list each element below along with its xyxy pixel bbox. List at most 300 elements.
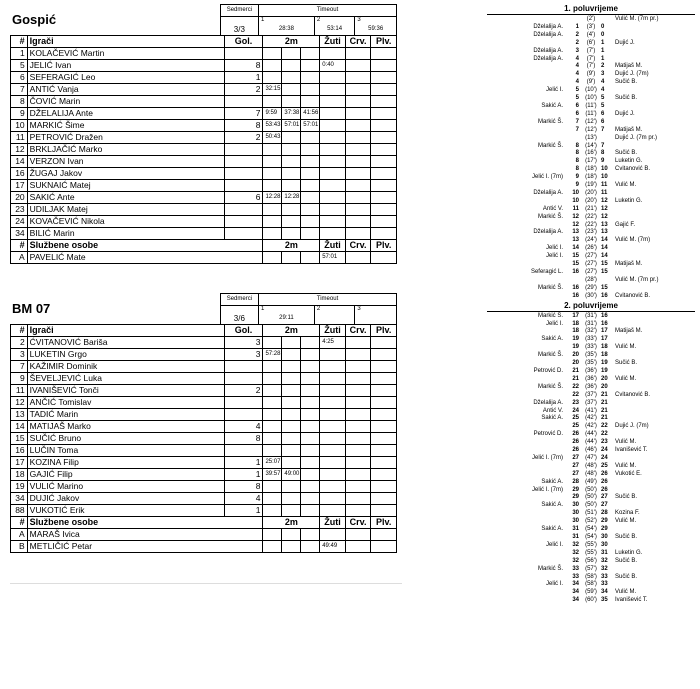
red-card	[345, 216, 371, 228]
yellow-card	[320, 120, 346, 132]
player-row	[11, 409, 397, 421]
log-event	[487, 94, 695, 102]
away-score: 29	[601, 518, 608, 525]
home-score: 20	[572, 360, 579, 367]
col-number-header: #	[11, 325, 28, 337]
log-event	[487, 39, 695, 47]
log-event	[487, 375, 695, 383]
player-number: 6	[11, 72, 28, 84]
player-goals: 6	[224, 192, 263, 204]
player-number: 1	[11, 48, 28, 60]
yellow-card	[320, 72, 346, 84]
player-number: 7	[11, 361, 28, 373]
col-blue-header: Plv.	[371, 325, 397, 337]
suspension-2	[282, 48, 301, 60]
away-scorer: Sučić B.	[615, 534, 638, 540]
event-minute: (27')	[585, 253, 597, 260]
team-header	[10, 293, 397, 325]
red-card	[345, 493, 371, 505]
event-minute: (48')	[585, 470, 597, 477]
away-score: 11	[601, 182, 608, 189]
player-row	[11, 132, 397, 144]
player-name: SUČIĆ Bruno	[27, 433, 224, 445]
player-row	[11, 385, 397, 397]
away-score: 19	[601, 360, 608, 367]
player-number: 13	[11, 409, 28, 421]
log-event	[487, 181, 695, 189]
official-row	[11, 529, 397, 541]
suspension-2	[282, 180, 301, 192]
away-score: 29	[601, 526, 608, 533]
col-blue-header: Plv.	[371, 240, 397, 252]
suspension-2	[282, 361, 301, 373]
blue-card	[371, 361, 397, 373]
blue-card	[371, 445, 397, 457]
suspension-2	[282, 373, 301, 385]
suspension-1	[263, 493, 282, 505]
player-goals: 1	[224, 469, 263, 481]
home-score: 12	[572, 221, 579, 228]
yellow-card	[320, 361, 346, 373]
red-card	[345, 337, 371, 349]
home-score: 32	[572, 549, 579, 556]
home-score: 32	[572, 557, 579, 564]
away-scorer: Dujić J.	[615, 39, 635, 46]
home-score: 15	[572, 253, 579, 260]
blue-card	[371, 132, 397, 144]
player-row	[11, 144, 397, 156]
player-goals: 1	[224, 505, 263, 517]
player-goals	[224, 445, 263, 457]
event-minute: (18')	[585, 166, 597, 173]
away-scorer: Vukotić E.	[615, 470, 642, 477]
away-score: 0	[601, 31, 605, 38]
suspension-1	[263, 252, 282, 264]
red-card	[345, 48, 371, 60]
home-score: 19	[572, 344, 579, 351]
yellow-card	[320, 349, 346, 361]
yellow-card	[320, 204, 346, 216]
event-minute: (16')	[585, 150, 597, 157]
col-goals-header: Gol.	[224, 325, 263, 337]
player-goals	[224, 48, 263, 60]
player-number: 18	[11, 469, 28, 481]
away-score: 13	[601, 221, 608, 228]
suspension-2: 37:38	[282, 108, 301, 120]
away-score: 16	[601, 320, 608, 327]
home-score: 14	[572, 245, 579, 252]
player-name: DŽELALIJA Ante	[27, 108, 224, 120]
suspension-3	[301, 168, 320, 180]
home-scorer: Sakić A.	[541, 526, 563, 533]
sedmerci-value: 3/3	[220, 17, 258, 36]
away-score: 15	[601, 261, 608, 268]
log-event	[487, 438, 695, 446]
event-minute: (58')	[585, 573, 597, 580]
home-score: 30	[572, 518, 579, 525]
log-event	[487, 268, 695, 276]
log-event	[487, 157, 695, 165]
away-score: 12	[601, 205, 608, 212]
home-scorer: Jelić I.	[545, 320, 563, 327]
player-number: 8	[11, 96, 28, 108]
away-score: 8	[601, 150, 605, 157]
log-event	[487, 213, 695, 221]
yellow-card	[320, 108, 346, 120]
red-card	[345, 96, 371, 108]
home-score: 30	[572, 502, 579, 509]
blue-card	[371, 409, 397, 421]
away-scorer: Vulić M.	[615, 589, 637, 596]
blue-card	[371, 72, 397, 84]
suspension-3	[301, 156, 320, 168]
log-event	[487, 142, 695, 150]
col-2m-header: 2m	[263, 517, 320, 529]
red-card	[345, 373, 371, 385]
event-minute: (21')	[585, 205, 597, 212]
log-event	[487, 102, 695, 110]
player-name: VUKOTIĆ Erik	[27, 505, 224, 517]
yellow-card: 0:40	[320, 60, 346, 72]
suspension-3	[301, 541, 320, 553]
player-name: BRKLJAČIĆ Marko	[27, 144, 224, 156]
home-scorer: Markić Š.	[537, 383, 563, 390]
col-number-header: #	[11, 240, 28, 252]
player-number: 20	[11, 192, 28, 204]
player-goals: 1	[224, 72, 263, 84]
away-score: 30	[601, 534, 608, 540]
away-score: 17	[601, 336, 608, 343]
player-goals	[224, 373, 263, 385]
away-score: 18	[601, 344, 608, 351]
home-score: 13	[572, 229, 579, 236]
suspension-1	[263, 48, 282, 60]
suspension-1	[263, 96, 282, 108]
blue-card	[371, 481, 397, 493]
suspension-1	[263, 216, 282, 228]
home-scorer: Jelić I. (7m)	[531, 454, 563, 461]
blue-card	[371, 156, 397, 168]
away-score: 16	[601, 292, 608, 299]
home-scorer: Dželalija A.	[533, 23, 563, 30]
home-score: 33	[572, 565, 579, 572]
blue-card	[371, 505, 397, 517]
player-number: 14	[11, 156, 28, 168]
player-number: 11	[11, 385, 28, 397]
suspension-2	[282, 156, 301, 168]
home-scorer: Markić Š.	[537, 118, 563, 125]
log-event	[487, 126, 695, 134]
player-row	[11, 505, 397, 517]
log-event	[487, 189, 695, 197]
player-name: ŽUGAJ Jakov	[27, 168, 224, 180]
blue-card	[371, 120, 397, 132]
suspension-1	[263, 72, 282, 84]
timeout-slot	[355, 17, 397, 36]
timeout-label: Timeout	[259, 294, 397, 306]
suspension-3	[301, 84, 320, 96]
away-score: 4	[601, 87, 605, 94]
blue-card	[371, 385, 397, 397]
away-score: 1	[601, 47, 605, 54]
away-score: 2	[601, 63, 605, 70]
home-score: 22	[572, 391, 579, 398]
red-card	[345, 505, 371, 517]
suspension-1	[263, 421, 282, 433]
event-minute: (11')	[585, 110, 597, 117]
away-score: 13	[601, 229, 608, 236]
yellow-card: 57:01	[320, 252, 346, 264]
event-minute: (12')	[585, 118, 597, 125]
player-row	[11, 361, 397, 373]
away-score: 15	[601, 284, 608, 291]
yellow-card	[320, 421, 346, 433]
event-minute: (18')	[585, 174, 597, 181]
timeout-time: 29:11	[279, 315, 294, 321]
home-score: 5	[575, 95, 579, 102]
col-red-header: Crv.	[345, 325, 371, 337]
log-event	[487, 173, 695, 181]
away-scorer: Vulić M.	[615, 518, 637, 525]
home-score: 8	[575, 166, 579, 173]
away-score: 30	[601, 541, 608, 548]
red-card	[345, 529, 371, 541]
suspension-3	[301, 433, 320, 445]
player-name: KAŽIMIR Dominik	[27, 361, 224, 373]
event-minute: (33')	[585, 344, 597, 351]
away-scorer: Luketin G.	[615, 158, 643, 165]
away-scorer: Vulić M.	[615, 344, 637, 351]
home-score: 29	[572, 486, 579, 493]
player-number: 3	[11, 349, 28, 361]
suspension-2	[282, 168, 301, 180]
yellow-card	[320, 469, 346, 481]
away-score: 26	[601, 478, 608, 485]
home-score: 27	[572, 462, 579, 469]
event-minute: (27')	[585, 269, 597, 275]
away-score: 11	[601, 189, 608, 196]
players-table	[10, 324, 397, 553]
red-card	[345, 204, 371, 216]
suspension-3	[301, 96, 320, 108]
suspension-3	[301, 72, 320, 84]
home-scorer: Jelić I.	[545, 245, 563, 252]
player-name: SEFERAGIĆ Leo	[27, 72, 224, 84]
suspension-1	[263, 144, 282, 156]
official-row	[11, 252, 397, 264]
col-yellow-header: Žuti	[320, 36, 346, 48]
yellow-card	[320, 397, 346, 409]
player-goals	[224, 204, 263, 216]
player-name: SUKNAIĆ Matej	[27, 180, 224, 192]
yellow-card	[320, 96, 346, 108]
home-scorer: Sakić A.	[541, 502, 563, 509]
player-row	[11, 421, 397, 433]
blue-card	[371, 216, 397, 228]
event-minute: (33')	[585, 336, 597, 343]
player-row	[11, 397, 397, 409]
col-number-header: #	[11, 36, 28, 48]
home-scorer: Sakić A.	[541, 415, 563, 422]
suspension-3	[301, 204, 320, 216]
away-score: 1	[601, 39, 605, 46]
event-minute: (22')	[585, 213, 597, 220]
suspension-2	[282, 385, 301, 397]
suspension-1	[263, 385, 282, 397]
player-row	[11, 457, 397, 469]
log-event	[487, 31, 695, 39]
away-scorer: Vulić M. (7m pr.)	[615, 276, 659, 283]
away-score: 4	[601, 79, 605, 86]
official-letter: B	[11, 541, 28, 553]
log-event	[487, 383, 695, 391]
home-scorer: Markić Š.	[537, 142, 563, 149]
blue-card	[371, 96, 397, 108]
away-score: 10	[601, 166, 608, 173]
player-number: 5	[11, 60, 28, 72]
event-minute: (54')	[585, 534, 597, 540]
log-event	[487, 407, 695, 415]
player-goals: 3	[224, 337, 263, 349]
player-goals	[224, 96, 263, 108]
suspension-3	[301, 349, 320, 361]
event-minute: (22')	[585, 221, 597, 228]
player-row	[11, 445, 397, 457]
suspension-1	[263, 228, 282, 240]
suspension-3	[301, 529, 320, 541]
yellow-card	[320, 505, 346, 517]
col-number-header: #	[11, 517, 28, 529]
home-score: 12	[572, 213, 579, 220]
away-score: 0	[601, 23, 605, 30]
away-score: 21	[601, 415, 608, 422]
blue-card	[371, 108, 397, 120]
blue-card	[371, 529, 397, 541]
home-score: 7	[575, 118, 579, 125]
home-scorer: Antić V.	[542, 205, 563, 212]
away-score: 16	[601, 312, 608, 319]
player-goals: 8	[224, 481, 263, 493]
player-name: LUKETIN Grgo	[27, 349, 224, 361]
suspension-1	[263, 60, 282, 72]
home-score: 16	[572, 292, 579, 299]
event-minute: (30')	[585, 292, 597, 299]
away-score: 18	[601, 352, 608, 359]
yellow-card	[320, 493, 346, 505]
suspension-1	[263, 445, 282, 457]
suspension-2: 12:28	[282, 192, 301, 204]
timeout-time: 59:36	[368, 26, 384, 32]
yellow-card	[320, 48, 346, 60]
suspension-3	[301, 60, 320, 72]
suspension-3	[301, 445, 320, 457]
yellow-card: 4:25	[320, 337, 346, 349]
player-name: ANTIĆ Vanja	[27, 84, 224, 96]
col-2m-header: 2m	[263, 36, 320, 48]
away-score: 21	[601, 407, 608, 414]
suspension-3	[301, 421, 320, 433]
sedmerci-label: Sedmerci	[220, 294, 258, 306]
away-scorer: Sučić B.	[615, 150, 638, 157]
away-score: 6	[601, 110, 605, 117]
red-card	[345, 252, 371, 264]
home-score: 18	[572, 320, 579, 327]
red-card	[345, 168, 371, 180]
away-score: 12	[601, 197, 608, 204]
event-minute: (50')	[585, 494, 597, 501]
player-name: MARKIĆ Šime	[27, 120, 224, 132]
player-name: IVANIŠEVIĆ Tonči	[27, 385, 224, 397]
home-scorer: Petrović D.	[533, 367, 563, 374]
officials-header: Službene osobe	[27, 517, 263, 529]
home-scorer: Dželalija A.	[533, 189, 563, 196]
suspension-2	[282, 505, 301, 517]
event-minute: (41')	[585, 407, 597, 414]
home-score: 27	[572, 470, 579, 477]
yellow-card	[320, 216, 346, 228]
home-score: 16	[572, 284, 579, 291]
suspension-3	[301, 228, 320, 240]
log-event	[487, 252, 695, 260]
official-name: METLIČIĆ Petar	[27, 541, 263, 553]
away-scorer: Sučić B.	[615, 360, 638, 367]
event-minute: (11')	[585, 102, 597, 109]
player-goals: 8	[224, 433, 263, 445]
away-scorer: Sučić B.	[615, 79, 638, 86]
suspension-2	[282, 421, 301, 433]
suspension-3: 41:56	[301, 108, 320, 120]
player-row	[11, 48, 397, 60]
event-minute: (19')	[585, 182, 597, 189]
player-number: 7	[11, 84, 28, 96]
event-minute: (24')	[585, 237, 597, 244]
col-2m-header: 2m	[263, 240, 320, 252]
player-number: 17	[11, 180, 28, 192]
suspension-2	[282, 204, 301, 216]
suspension-2	[282, 144, 301, 156]
home-scorer: Jelić I.	[545, 253, 563, 260]
event-minute: (37')	[585, 399, 597, 406]
player-number: 16	[11, 168, 28, 180]
player-name: SAKIĆ Ante	[27, 192, 224, 204]
player-goals	[224, 156, 263, 168]
player-number: 17	[11, 457, 28, 469]
suspension-1	[263, 337, 282, 349]
away-score: 33	[601, 581, 608, 588]
home-scorer: Markić Š.	[537, 352, 563, 359]
officials-header: Službene osobe	[27, 240, 263, 252]
home-score: 25	[572, 423, 579, 430]
away-scorer: Vulić M. (7m pr.)	[615, 16, 659, 22]
home-score: 29	[572, 494, 579, 501]
red-card	[345, 409, 371, 421]
blue-card	[371, 84, 397, 96]
red-card	[345, 445, 371, 457]
log-event	[487, 462, 695, 470]
away-score: 3	[601, 71, 605, 78]
blue-card	[371, 48, 397, 60]
suspension-3	[301, 373, 320, 385]
yellow-card	[320, 192, 346, 204]
suspension-1: 39:57	[263, 469, 282, 481]
log-event	[487, 70, 695, 78]
red-card	[345, 361, 371, 373]
log-event	[487, 343, 695, 351]
away-score: 12	[601, 213, 608, 220]
blue-card	[371, 144, 397, 156]
home-score: 5	[575, 87, 579, 94]
timeout-time: 28:38	[278, 26, 294, 32]
